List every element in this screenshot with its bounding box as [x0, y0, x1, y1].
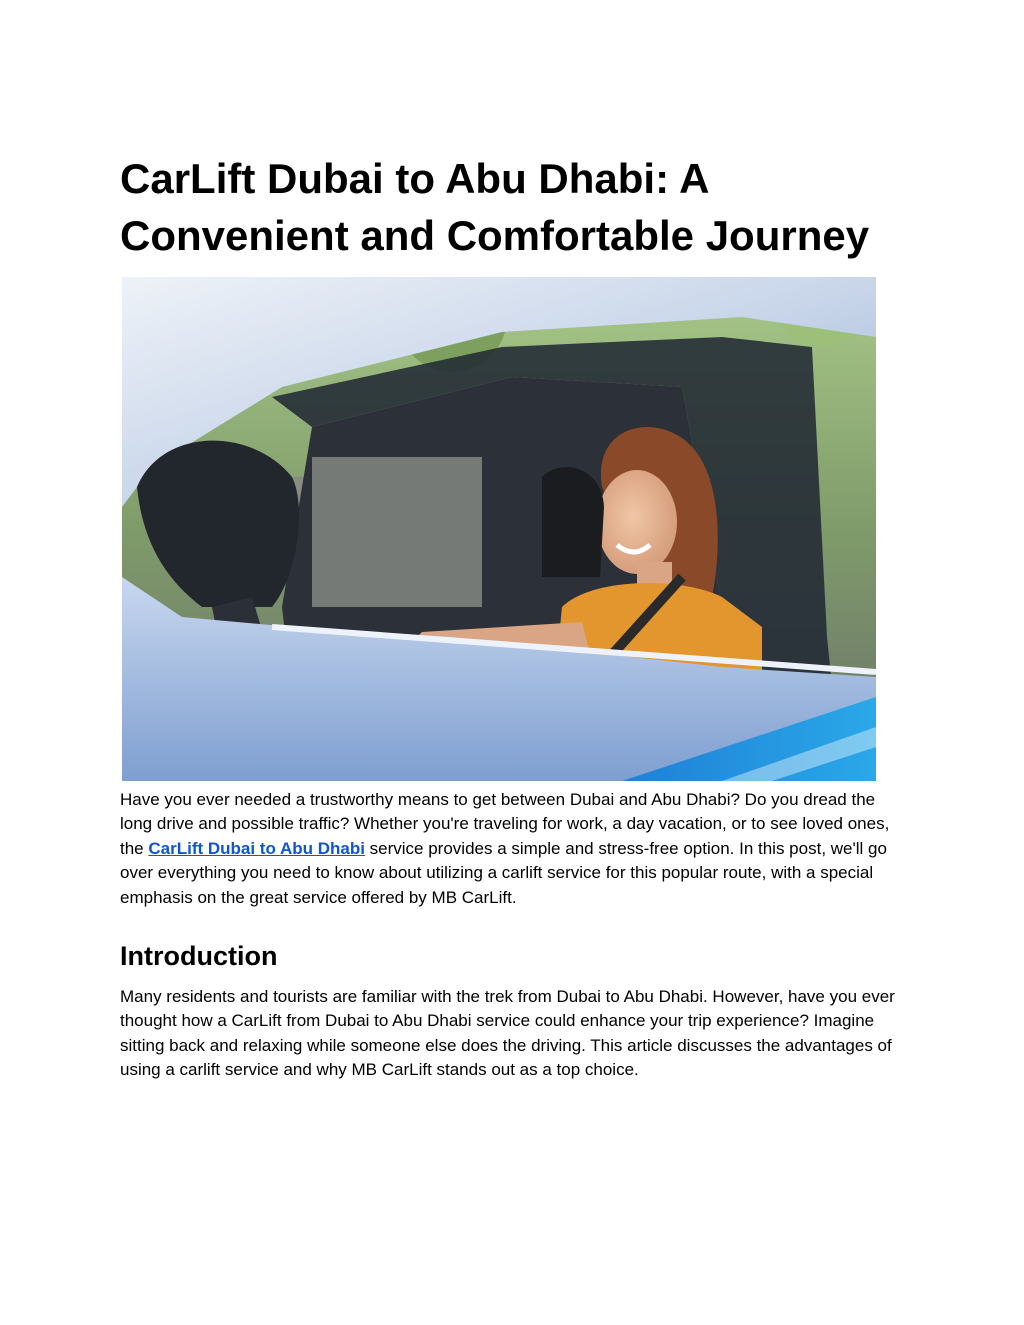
page-title: CarLift Dubai to Abu Dhabi: A Convenient and Comfortable Journey	[120, 155, 870, 259]
section-heading-introduction: Introduction	[120, 941, 278, 971]
intro-paragraph	[120, 788, 910, 910]
carlift-dubai-abu-dhabi-link[interactable]: CarLift Dubai to Abu Dhabi	[148, 838, 365, 858]
introduction-paragraph: Many residents and tourists are familiar with the trek from Dubai to Abu Dhabi. However, have you ever thought how a CarLift from Dubai to Abu Dhabi service could enhance your trip experience? Imagine sitting back and relaxing while someone else does the driving. This article discusses the advantages of using a carlift service and why MB CarLift stands out as a top choice.	[120, 987, 895, 1080]
intro-text-after-link: service provides a simple and stress-free option. In this post, we'll go over everything you need to know about utilizing a carlift service for this popular route, with a special emphasis on the great service offered by MB CarLift.	[120, 838, 887, 907]
hero-image	[122, 277, 876, 781]
intro-text-before-link: Have you ever needed a trustworthy means to get between Dubai and Abu Dhabi? Do you dread the long drive and possible traffic? Whether you're traveling for work, a day vacation, or to see loved ones, the	[120, 790, 890, 858]
